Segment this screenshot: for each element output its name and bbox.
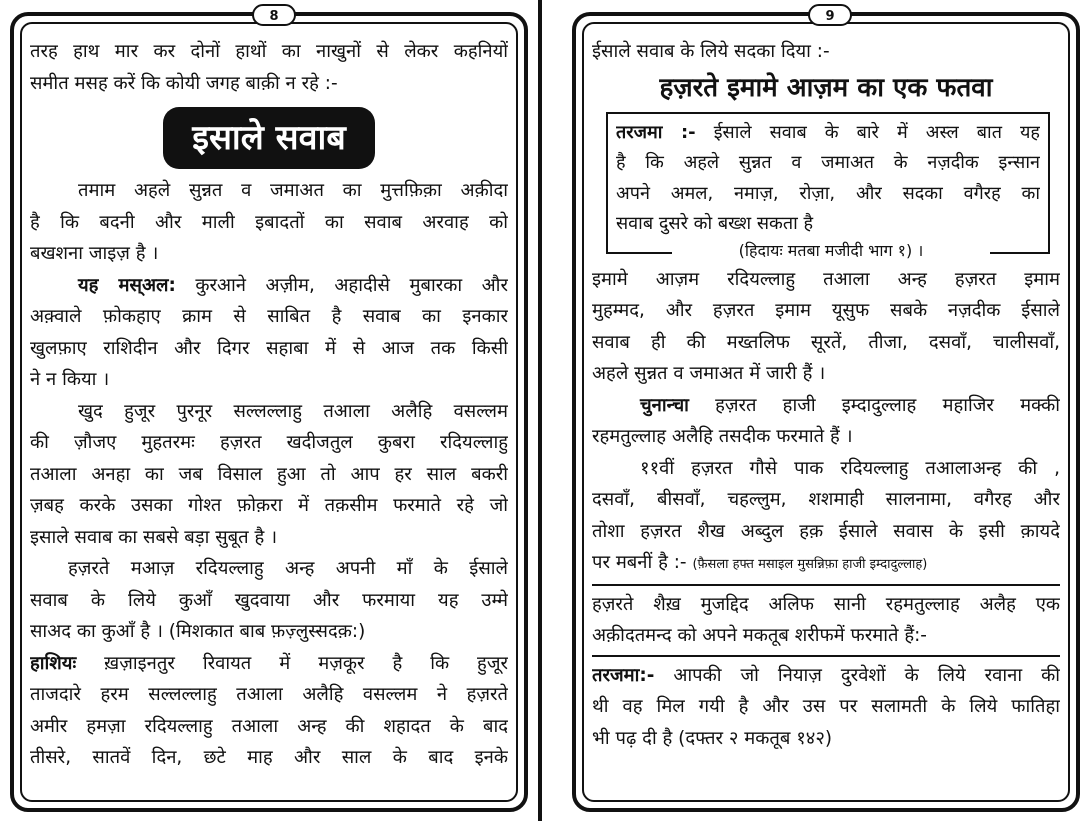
text-line: ११वीं हज़रत गौसे पाक रदियल्लाहु तआलाअन्ह की , <box>640 457 1060 479</box>
text-line: तमाम अहले सुन्नत व जमाअत का मुत्तफ़िक़ा अक़ीदा <box>78 180 508 201</box>
page-number: 8 <box>252 4 296 26</box>
text-line: की ज़ौजए मुहतरमः हज़रत खदीजतुल कुबरा रदियल्लाहु <box>30 432 508 453</box>
text-line: तआला अनहा का जब विसाल हुआ तो आप हर साल बकरी <box>30 463 508 485</box>
text-line: तरह हाथ मार कर दोनों हाथों का नाखुनों से लेकर कहनियों <box>30 41 508 62</box>
section-heading: हज़रते इमामे आज़म का एक फतवा <box>659 72 993 103</box>
text-line: मुहम्मद, और हज़रत इमाम यूसुफ सबके नज़दीक ईसाले <box>592 300 1060 322</box>
text-line <box>30 648 508 680</box>
text-span: हज़रत हाजी इम्दादुल्लाह महाजिर मक्की <box>688 394 1060 416</box>
text-line: अक़ीदतमन्द को अपने मकतूब शरीफमें फरमाते हैं:- <box>592 625 927 647</box>
text-line: बखशना जाइज़ है । <box>30 243 159 264</box>
text-span: ईसाले सवाब के बारे में अस्ल बात यह <box>695 121 1040 143</box>
text-line: ताजदारे हरम सल्लल्लाहु तआला अलैहि वसल्लम ने हज़रते <box>30 684 508 705</box>
text-line <box>592 390 1060 422</box>
text-line: खुलफ़ाए राशिदीन और दिगर सहाबा में से आज तक किसी <box>30 337 508 359</box>
right-page-content <box>592 36 1060 794</box>
source-citation: (फ़ैसला हफ्त मसाइल मुसन्निफ़ा हाजी इम्दादुल्लाह) <box>692 557 928 573</box>
text-line: थी वह मिल गयी है और उस पर सलामती के लिये फातिहा <box>592 696 1060 718</box>
text-line: खुद हुजूर पुरनूर सल्लल्लाहु तआला अलैहि वसल्लम <box>78 400 508 422</box>
paragraph-label: यह मस्अल: <box>78 274 176 296</box>
divider <box>592 584 1060 586</box>
text-line: अमीर हमज़ा रदियल्लाहु तआला अन्ह की शहादत के बाद <box>30 715 508 737</box>
quote-reference: (हिदायः मतबा मजीदी भाग १) । <box>738 240 924 260</box>
text-line: हज़रते मआज़ रदियल्लाहु अन्ह अपनी माँ के ईसाले <box>68 558 508 579</box>
text-line: भी पढ़ दी है (दफ्तर २ मकतूब १४२) <box>592 727 833 749</box>
text-span: कुरआने अज़ीम, अहादीसे मुबारका और <box>175 274 508 296</box>
text-line: अहले सुन्नत व जमाअत में जारी हैं । <box>592 363 826 385</box>
text-line <box>592 660 1060 692</box>
text-line: समीत मसह करें कि कोयी जगह बाक़ी न रहे :- <box>30 72 338 94</box>
right-page <box>572 9 1080 812</box>
paragraph-label: चुनान्चा <box>640 394 689 416</box>
divider <box>592 655 1060 657</box>
text-line: तोशा हज़रत शैख अब्दुल हक़ ईसाले सवास के इसी क़ायदे <box>592 520 1060 542</box>
text-line: इसाले सवाब का सबसे बड़ा सुबूत है । <box>30 526 278 548</box>
paragraph-label: तरजमा :- <box>616 121 696 143</box>
text-line: अपने अमल, नमाज़, रोज़ा, और सदका वगैरह का <box>616 182 1040 204</box>
text-line: ने न किया । <box>30 369 110 390</box>
quote-reference-row <box>606 242 1050 264</box>
text-line: दसवाँ, बीसवाँ, चहल्लुम, शशमाही सालनामा, वगैरह और <box>592 489 1060 511</box>
text-line: इमामे आज़म रदियल्लाहु तआला अन्ह हज़रत इमाम <box>592 268 1060 290</box>
text-line: सवाब के लिये कुआँ खुदवाया और फरमाया यह उम्मे <box>30 589 508 611</box>
text-line: हज़रते शैख़ मुजद्दिद अलिफ सानी रहमतुल्लाह अलैह एक <box>592 593 1060 615</box>
section-title: इसाले सवाब <box>163 107 375 169</box>
text-span: आपकी जो नियाज़ दुरवेशों के लिये रवाना की <box>654 664 1060 686</box>
text-line <box>616 118 1040 149</box>
text-line: साअद का कुआँ है । (मिशकात बाब फ़ज़्लुस्सदक़:) <box>30 621 366 642</box>
text-line: रहमतुल्लाह अलैहि तसदीक फरमाते हैं । <box>592 426 853 448</box>
page-number: 9 <box>808 4 852 26</box>
text-line: सवाब दुसरे को बख्श सकता है <box>616 213 814 235</box>
left-page-content <box>30 36 508 794</box>
text-line: है कि अहले सुन्नत व जमाअत के नज़दीक इन्सान <box>616 152 1040 174</box>
text-line <box>30 270 508 302</box>
text-line <box>592 547 1060 581</box>
text-span: पर मबनीं है :- <box>592 552 687 574</box>
text-span: ख़ज़ाइनतुर रिवायत में मज़कूर है कि हुजूर <box>76 652 508 674</box>
book-spine <box>538 0 542 821</box>
text-line: तीसरे, सातवें दिन, छटे माह और साल के बाद इनके <box>30 747 508 768</box>
paragraph-label: हाशियः <box>30 652 77 674</box>
text-line: है कि बदनी और माली इबादतों का सवाब अरवाह को <box>30 211 508 233</box>
left-page <box>10 9 528 812</box>
text-line: ईसाले सवाब के लिये सदका दिया :- <box>592 41 830 62</box>
text-line: सवाब ही की मख्तलिफ सूरतें, तीजा, दसवाँ, चालीसवाँ, <box>592 331 1060 353</box>
text-line: अक़्वाले फ़ोकहाए क्राम से साबित है सवाब का इनकार <box>30 306 508 327</box>
quote-box <box>606 112 1050 242</box>
text-line: ज़बह करके उसका गोश्त फ़ोक़रा में तक़सीम फरमाते रहे जो <box>30 495 508 516</box>
paragraph-label: तरजमा:- <box>592 664 655 686</box>
